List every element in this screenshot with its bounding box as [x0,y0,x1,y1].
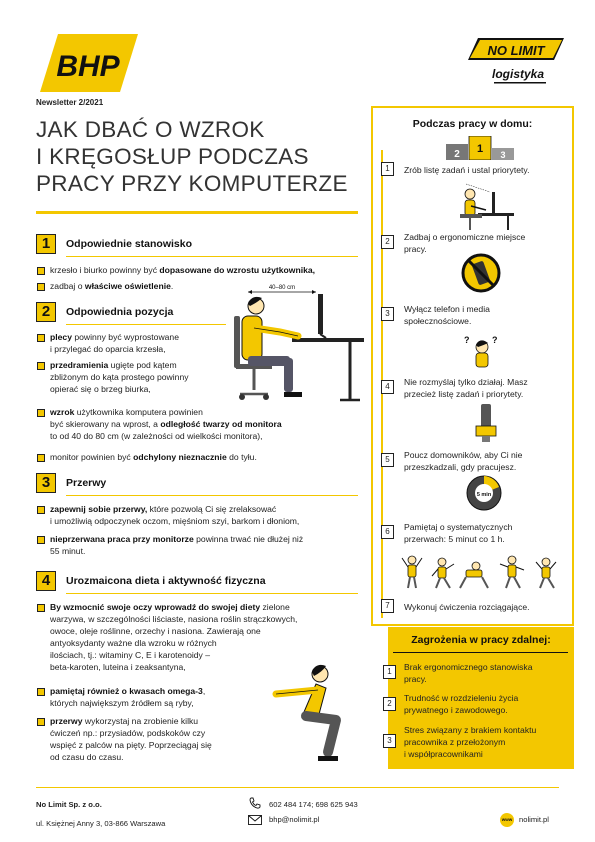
svg-text:?: ? [464,335,470,345]
panel-item-4-number: 4 [381,380,394,394]
bhp-logo [40,34,138,92]
bullet-marker [37,362,45,370]
section-2-bullet-1: plecy powinny być wyprostowane i przylegać do oparcia krzesła, [50,332,179,354]
panel-item-6-number: 6 [381,525,394,539]
panel-item-1-number: 1 [381,162,394,176]
section-1-underline [66,256,358,257]
panel-item-5-text: Poucz domowników, aby Ci nie przeszkadzali, gdy pracujesz. [404,450,523,472]
globe-icon: www [500,813,514,827]
bullet-marker [37,688,45,696]
email-icon [248,815,262,825]
podium-icon [446,136,514,160]
podium-first: 1 [476,143,484,155]
section-3-bullet-2: nieprzerwana praca przy monitorze powinna trwać nie dłużej niż 55 minut. [50,534,304,556]
risk-item-1-text: Brak ergonomicznego stanowiska pracy. [404,662,533,684]
nolimit-logo-subtext: logistyka [491,67,545,81]
door-sign-icon [470,404,500,444]
section-4-title: Urozmaicona dieta i aktywność fizyczna [66,575,266,587]
footer-website[interactable]: nolimit.pl [519,815,549,824]
risk-item-3-number: 3 [383,734,396,748]
page-title [36,116,366,197]
section-3-bullet-1: zapewnij sobie przerwy, które pozwolą Ci się zrelaksować i umożliwią odpoczynek oczom, mięśniom szyi, barkom i dłoniom, [50,504,300,526]
no-phone-icon [461,253,501,293]
title-underline [36,211,358,214]
risk-item-2-text: Trudność w rozdzieleniu życia prywatnego i zawodowego. [404,693,519,715]
nolimit-logo-text: NO LIMIT [487,43,545,58]
podium-second: 2 [454,149,460,160]
section-4-bullet-2: pamiętaj również o kwasach omega-3, których największym źródłem są ryby, [50,686,206,708]
section-2-title: Odpowiednia pozycja [66,306,174,318]
nolimit-logo [466,38,564,88]
svg-text:?: ? [492,335,498,345]
panel-item-6-text: Pamiętaj o systematycznych przerwach: 5 minut co 1 h. [404,522,513,544]
stretching-exercises-icon [400,554,560,590]
section-1-title: Odpowiednie stanowisko [66,238,193,250]
ergonomic-desk-illustration [226,276,366,404]
section-2-bullet-2: przedramienia ugięte pod kątem zbliżonym do kąta prostego powinny opierać się o brzeg biurka, [50,360,189,394]
section-3-title: Przerwy [66,477,107,489]
bullet-marker [37,604,45,612]
panel-item-3-text: Wyłącz telefon i media społecznościowe. [404,304,490,326]
panel-item-5-number: 5 [381,453,394,467]
panel-item-7-text: Wykonuj ćwiczenia rozciągające. [404,602,530,612]
squat-exercise-illustration [256,660,368,770]
risk-item-2-number: 2 [383,697,396,711]
title-line-3: PRACY PRZY KOMPUTERZE [36,171,348,196]
footer-email[interactable]: bhp@nolimit.pl [269,815,320,824]
risk-item-3-text: Stres związany z brakiem kontaktu pracownika z przełożonym i współpracownikami [404,725,537,759]
panel-item-3-number: 3 [381,307,394,321]
section-2-bullet-3: wzrok użytkownika komputera powinien być skierowany na wprost, a odległość twarzy od monitora to od 40 do 80 cm (w zależności od wielkości monitora), [50,407,282,441]
bullet-marker [37,454,45,462]
bullet-marker [37,283,45,291]
section-2-bullet-4: monitor powinien być odchylony nieznacznie do tyłu. [50,452,257,462]
section-1-bullet-1: krzesło i biurko powinny być dopasowane do wzrostu użytkownika, [50,265,316,275]
risks-title-underline [393,652,568,653]
remote-work-risks-title: Zagrożenia w pracy zdalnej: [411,634,551,646]
footer-company: No Limit Sp. z o.o. [36,800,102,809]
bullet-marker [37,506,45,514]
bullet-marker [37,536,45,544]
section-4-bullet-3: przerwy wykorzystaj na zrobienie kilku ćwiczeń np.: przysiadów, podskoków czy wspięć z palców na pięty. Poprzeciągaj się od czasu do czasu. [50,716,212,762]
panel-item-2-text: Zadbaj o ergonomiczne miejsce pracy. [404,232,526,254]
newsletter-number: Newsletter 2/2021 [36,98,104,107]
bhp-logo-text: BHP [56,50,120,83]
clock-label: 5 min [476,492,492,498]
panel-item-2-number: 2 [381,235,394,249]
podium-third: 3 [500,150,506,160]
footer-divider [36,787,559,788]
footer-address: ul. Księżnej Anny 3, 03-866 Warszawa [36,819,166,828]
distance-label: 40–80 cm [268,285,296,291]
section-1-number: 1 [36,234,56,254]
section-4-number: 4 [36,571,56,591]
section-1-bullet-2: zadbaj o właściwe oświetlenie. [50,281,174,291]
risk-item-1-number: 1 [383,665,396,679]
section-2-underline [66,324,226,325]
bullet-marker [37,267,45,275]
panel-item-7-number: 7 [381,599,394,613]
panel-item-4-text: Nie rozmyślaj tylko działaj. Masz przecież listę zadań i priorytety. [404,377,528,399]
section-3-underline [66,495,358,496]
bullet-marker [37,409,45,417]
clock-icon [465,474,503,512]
title-line-2: I KRĘGOSŁUP PODCZAS [36,144,309,169]
thinking-person-icon [458,333,506,369]
bullet-marker [37,718,45,726]
home-work-panel-title: Podczas pracy w domu: [412,118,533,130]
desk-worker-icon [456,180,516,230]
section-4-underline [66,593,358,594]
phone-icon [249,797,261,809]
section-3-number: 3 [36,473,56,493]
footer-phone: 602 484 174; 698 625 943 [269,800,358,809]
section-4-bullet-1: By wzmocnić swoje oczy wprowadź do swojej diety zielone warzywa, w szczególności liściaste, nasiona roślin strączkowych, owoce, oleje roślinne, orzechy i nasiona. Zawierają one antyoksydanty ważne dla wzroku w różnych ilościach, tj.: witaminy C, E i karotenoidy – beta-karoten, luteina i zeaksantyna, [50,602,298,672]
section-2-number: 2 [36,302,56,322]
panel-item-1-text: Zrób listę zadań i ustal priorytety. [404,165,530,175]
title-line-1: JAK DBAĆ O WZROK [36,117,265,142]
bullet-marker [37,334,45,342]
